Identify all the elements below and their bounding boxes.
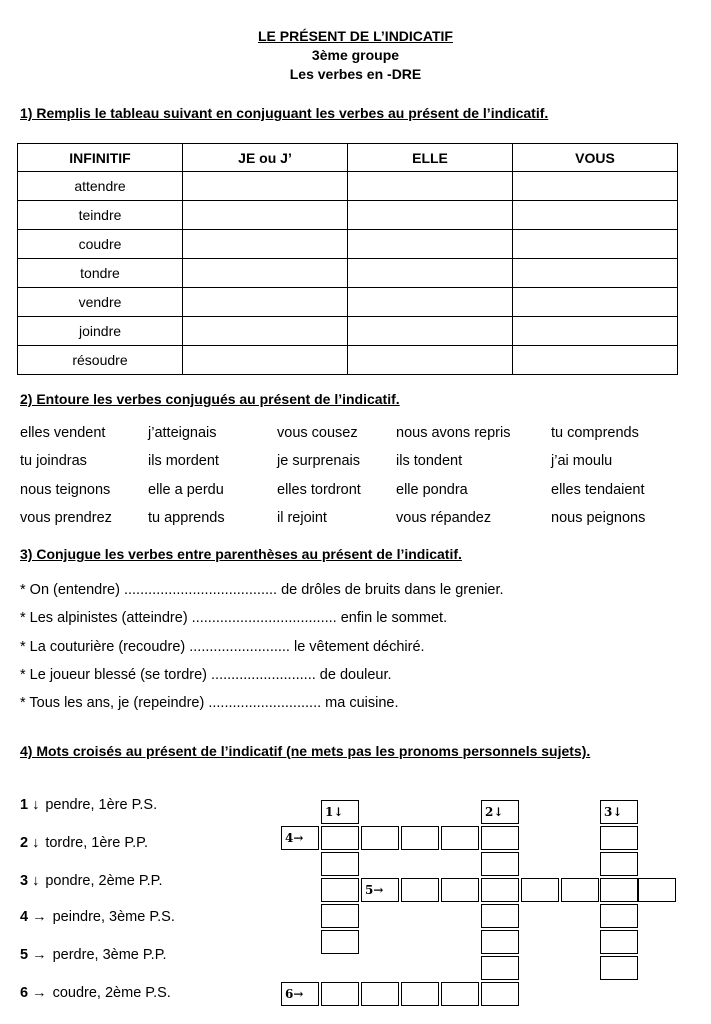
crossword-cell[interactable] — [321, 826, 359, 850]
crossword-cell[interactable]: 3↓ — [600, 800, 638, 824]
q1-instruction: 1) Remplis le tableau suivant en conjuguant les verbes au présent de l’indicatif. — [20, 105, 549, 121]
page-title: LE PRÉSENT DE L’INDICATIF — [258, 28, 453, 44]
q2-instruction: 2) Entoure les verbes conjugués au présent de l’indicatif. — [20, 391, 400, 407]
header-vous: VOUS — [513, 144, 678, 172]
answer-cell[interactable] — [348, 259, 513, 288]
verb-choice[interactable]: j’atteignais — [148, 425, 217, 441]
table-row — [18, 172, 678, 201]
verb-choice[interactable]: nous avons repris — [396, 425, 511, 441]
clue-number: 6 → — [20, 985, 47, 1001]
crossword-cell[interactable] — [521, 878, 559, 902]
clue-text: pondre, 2ème P.P. — [45, 873, 163, 889]
crossword-cell[interactable]: 6→ — [281, 982, 319, 1006]
header-elle: ELLE — [348, 144, 513, 172]
verb-choice[interactable]: elles vendent — [20, 425, 106, 441]
crossword-cell[interactable] — [600, 956, 638, 980]
crossword-cell[interactable] — [481, 930, 519, 954]
conjugation-table — [17, 143, 678, 375]
answer-cell[interactable] — [183, 317, 348, 346]
crossword-cell[interactable] — [321, 852, 359, 876]
answer-cell[interactable] — [513, 172, 678, 201]
verb-choice[interactable]: tu joindras — [20, 453, 87, 469]
table-row — [18, 259, 678, 288]
verb-choice[interactable]: tu comprends — [551, 425, 639, 441]
crossword-cell[interactable] — [321, 878, 359, 902]
crossword-cell[interactable] — [361, 826, 399, 850]
answer-cell[interactable] — [513, 346, 678, 375]
exercise-sentence[interactable]: * Les alpinistes (atteindre) .................................... enfin le sommet. — [20, 610, 448, 626]
crossword-cell[interactable] — [561, 878, 599, 902]
exercise-sentence[interactable]: * Le joueur blessé (se tordre) .......................... de douleur. — [20, 667, 392, 683]
verb-choice[interactable]: vous cousez — [277, 425, 358, 441]
crossword-cell[interactable] — [321, 982, 359, 1006]
crossword-cell[interactable] — [321, 930, 359, 954]
clue-number: 2 ↓ — [20, 835, 40, 851]
answer-cell[interactable] — [183, 346, 348, 375]
table-row — [18, 230, 678, 259]
clue-item — [20, 835, 148, 851]
q4-instruction: 4) Mots croisés au présent de l’indicatif (ne mets pas les pronoms personnels sujets). — [20, 743, 591, 759]
answer-cell[interactable] — [513, 259, 678, 288]
crossword-cell[interactable] — [481, 904, 519, 928]
crossword-cell[interactable] — [600, 826, 638, 850]
clue-text: tordre, 1ère P.P. — [45, 835, 148, 851]
crossword-cell[interactable]: 4→ — [281, 826, 319, 850]
answer-cell[interactable] — [348, 288, 513, 317]
verb-choice[interactable]: je surprenais — [277, 453, 361, 469]
crossword-cell[interactable] — [481, 878, 519, 902]
answer-cell[interactable] — [348, 172, 513, 201]
clue-text: pendre, 1ère P.S. — [45, 797, 158, 813]
clue-text: peindre, 3ème P.S. — [52, 909, 175, 925]
clue-number: 5 → — [20, 947, 47, 963]
header-infinitif: INFINITIF — [18, 144, 183, 172]
table-header-row — [18, 144, 678, 172]
clue-item — [20, 797, 157, 813]
clue-item — [20, 909, 175, 925]
verb-choice[interactable]: tu apprends — [148, 510, 225, 526]
clue-text: perdre, 3ème P.P. — [52, 947, 167, 963]
header-je: JE ou J’ — [183, 144, 348, 172]
clue-item — [20, 985, 171, 1001]
clue-item — [20, 873, 163, 889]
crossword-cell[interactable] — [441, 878, 479, 902]
verb-choice[interactable]: il rejoint — [277, 510, 327, 526]
verb-cell: résoudre — [18, 346, 183, 375]
crossword-cell[interactable] — [321, 904, 359, 928]
verb-choice[interactable]: nous teignons — [20, 482, 111, 498]
exercise-sentence[interactable]: * Tous les ans, je (repeindre) ............................ ma cuisine. — [20, 695, 399, 711]
verb-choice[interactable]: elle pondra — [396, 482, 468, 498]
crossword-cell[interactable] — [401, 982, 439, 1006]
verb-cell: tondre — [18, 259, 183, 288]
crossword-cell[interactable] — [600, 930, 638, 954]
crossword-cell[interactable] — [401, 826, 439, 850]
clue-number: 1 ↓ — [20, 797, 40, 813]
clue-number: 4 → — [20, 909, 47, 925]
table-row — [18, 346, 678, 375]
table-row — [18, 288, 678, 317]
clue-item — [20, 947, 167, 963]
verb-choice[interactable]: elles tordront — [277, 482, 361, 498]
answer-cell[interactable] — [513, 317, 678, 346]
answer-cell[interactable] — [348, 317, 513, 346]
verb-choice[interactable]: j’ai moulu — [551, 453, 613, 469]
verb-choice[interactable]: elle a perdu — [148, 482, 224, 498]
crossword-cell[interactable] — [638, 878, 676, 902]
answer-cell[interactable] — [183, 172, 348, 201]
crossword-cell[interactable] — [441, 982, 479, 1006]
crossword-cell[interactable] — [600, 852, 638, 876]
crossword-cell[interactable]: 5→ — [361, 878, 399, 902]
clue-text: coudre, 2ème P.S. — [52, 985, 171, 1001]
table-row — [18, 317, 678, 346]
verb-choice[interactable]: ils tondent — [396, 453, 463, 469]
table-row — [18, 201, 678, 230]
clue-number: 3 ↓ — [20, 873, 40, 889]
answer-cell[interactable] — [513, 230, 678, 259]
answer-cell[interactable] — [348, 230, 513, 259]
crossword-cell[interactable]: 1↓ — [321, 800, 359, 824]
crossword-cell[interactable] — [361, 982, 399, 1006]
exercise-sentence[interactable]: * On (entendre) ...................................... de drôles de bruits dans le grenier. — [20, 582, 504, 598]
verb-cell: coudre — [18, 230, 183, 259]
answer-cell[interactable] — [348, 201, 513, 230]
crossword-cell[interactable] — [441, 826, 479, 850]
answer-cell[interactable] — [183, 201, 348, 230]
crossword-cell[interactable] — [481, 826, 519, 850]
q3-instruction: 3) Conjugue les verbes entre parenthèses au présent de l’indicatif. — [20, 546, 462, 562]
crossword-cell[interactable] — [481, 956, 519, 980]
verb-choice[interactable]: vous répandez — [396, 510, 492, 526]
answer-cell[interactable] — [183, 230, 348, 259]
crossword-cell[interactable] — [481, 852, 519, 876]
crossword-cell[interactable] — [600, 904, 638, 928]
crossword-cell[interactable] — [600, 878, 638, 902]
verb-cell: joindre — [18, 317, 183, 346]
crossword-cell[interactable] — [401, 878, 439, 902]
page-subtitle-group: 3ème groupe — [311, 47, 400, 63]
answer-cell[interactable] — [183, 288, 348, 317]
verb-cell: vendre — [18, 288, 183, 317]
verb-choice[interactable]: elles tendaient — [551, 482, 645, 498]
crossword-cell[interactable]: 2↓ — [481, 800, 519, 824]
answer-cell[interactable] — [183, 259, 348, 288]
verb-choice[interactable]: vous prendrez — [20, 510, 112, 526]
answer-cell[interactable] — [348, 346, 513, 375]
crossword-cell[interactable] — [481, 982, 519, 1006]
verb-cell: teindre — [18, 201, 183, 230]
verb-cell: attendre — [18, 172, 183, 201]
verb-choice[interactable]: nous peignons — [551, 510, 646, 526]
answer-cell[interactable] — [513, 201, 678, 230]
exercise-sentence[interactable]: * La couturière (recoudre) ......................... le vêtement déchiré. — [20, 639, 425, 655]
answer-cell[interactable] — [513, 288, 678, 317]
page-subtitle-verbs: Les verbes en -DRE — [289, 66, 422, 82]
verb-choice[interactable]: ils mordent — [148, 453, 219, 469]
